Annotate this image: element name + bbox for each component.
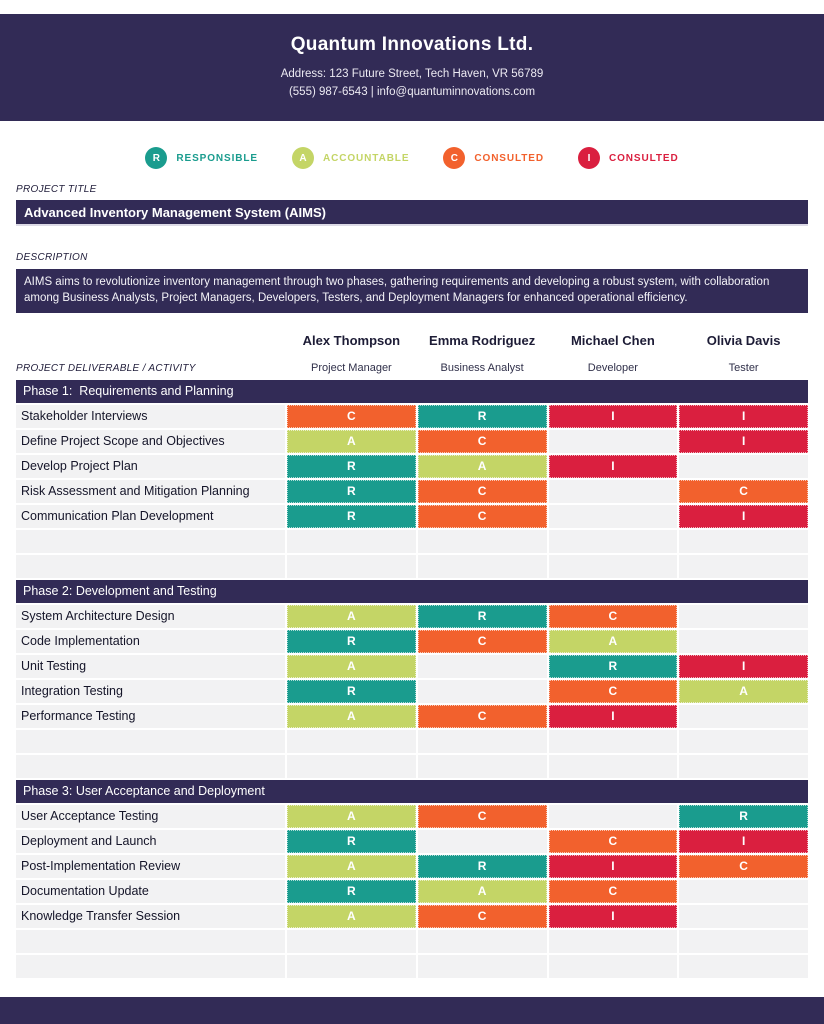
raci-cell: I: [549, 855, 678, 878]
person-header: [418, 331, 547, 378]
spacer-cell: [16, 730, 285, 753]
activity-label: User Acceptance Testing: [16, 805, 285, 828]
spacer-cell: [679, 930, 808, 953]
spacer-cell: [418, 530, 547, 553]
raci-cell: A: [287, 430, 416, 453]
empty-cell: [679, 880, 808, 903]
activity-label: Define Project Scope and Objectives: [16, 430, 285, 453]
activity-label: Unit Testing: [16, 655, 285, 678]
raci-matrix: [16, 331, 808, 978]
raci-cell: C: [418, 905, 547, 928]
activity-label: Integration Testing: [16, 680, 285, 703]
raci-cell: R: [287, 455, 416, 478]
empty-cell: [679, 705, 808, 728]
person-name: Olivia Davis: [706, 332, 781, 348]
empty-cell: [549, 480, 678, 503]
spacer-cell: [549, 555, 678, 578]
raci-cell: I: [549, 455, 678, 478]
activity-label: Performance Testing: [16, 705, 285, 728]
raci-cell: R: [287, 480, 416, 503]
empty-cell: [418, 655, 547, 678]
matrix-activity-header: PROJECT DELIVERABLE / ACTIVITY: [16, 331, 285, 378]
raci-cell: A: [287, 805, 416, 828]
phase-bar: Phase 3: User Acceptance and Deployment: [16, 780, 808, 803]
raci-cell: R: [287, 880, 416, 903]
person-role: Developer: [587, 361, 638, 374]
description-box: AIMS aims to revolutionize inventory management through two phases, gathering requirements and developing a robust system, with collaboration among Business Analysts, Project Managers, Developers, Testers, and Deployment Managers for enhanced operational efficiency.: [16, 269, 808, 313]
raci-cell: A: [549, 630, 678, 653]
phase-bar: Phase 1: Requirements and Planning: [16, 380, 808, 403]
raci-cell: I: [679, 655, 808, 678]
project-title-bar: Advanced Inventory Management System (AIMS): [16, 200, 808, 226]
legend-item: [443, 147, 544, 169]
raci-cell: R: [287, 630, 416, 653]
description-label: DESCRIPTION: [16, 252, 88, 263]
raci-cell: A: [287, 855, 416, 878]
phase-bar: Phase 2: Development and Testing: [16, 580, 808, 603]
legend-item: [145, 147, 258, 169]
raci-cell: C: [549, 680, 678, 703]
project-title-label: PROJECT TITLE: [16, 184, 97, 195]
spacer-cell: [679, 755, 808, 778]
raci-cell: R: [418, 855, 547, 878]
person-role: Business Analyst: [440, 361, 524, 374]
raci-cell: I: [549, 905, 678, 928]
raci-cell: R: [418, 605, 547, 628]
raci-cell: I: [679, 505, 808, 528]
raci-cell: A: [287, 605, 416, 628]
empty-cell: [549, 430, 678, 453]
raci-cell: I: [679, 830, 808, 853]
person-role: Tester: [728, 361, 759, 374]
spacer-cell: [287, 930, 416, 953]
raci-cell: C: [418, 705, 547, 728]
raci-cell: C: [418, 630, 547, 653]
spacer-cell: [287, 530, 416, 553]
spacer-cell: [549, 530, 678, 553]
company-address: Address: 123 Future Street, Tech Haven, VR 56789: [280, 67, 544, 80]
spacer-cell: [287, 755, 416, 778]
spacer-cell: [418, 755, 547, 778]
empty-cell: [679, 630, 808, 653]
person-name: Michael Chen: [570, 332, 655, 348]
raci-cell: C: [549, 830, 678, 853]
legend-circle: C: [443, 147, 465, 169]
activity-label: Risk Assessment and Mitigation Planning: [16, 480, 285, 503]
raci-cell: C: [549, 880, 678, 903]
spacer-cell: [16, 930, 285, 953]
legend-circle: I: [578, 147, 600, 169]
spacer-cell: [549, 955, 678, 978]
company-name: Quantum Innovations Ltd.: [290, 33, 534, 55]
empty-cell: [418, 680, 547, 703]
spacer-cell: [287, 955, 416, 978]
raci-cell: C: [418, 480, 547, 503]
company-contact: (555) 987-6543 | info@quantuminnovations.com: [288, 86, 536, 98]
spacer-cell: [418, 730, 547, 753]
activity-label: Develop Project Plan: [16, 455, 285, 478]
activity-label: Stakeholder Interviews: [16, 405, 285, 428]
empty-cell: [679, 905, 808, 928]
person-header: [549, 331, 678, 378]
raci-cell: I: [549, 405, 678, 428]
footer-bar: [0, 997, 824, 1024]
activity-label: Knowledge Transfer Session: [16, 905, 285, 928]
company-header: [0, 14, 824, 121]
spacer-cell: [679, 555, 808, 578]
raci-cell: R: [418, 405, 547, 428]
spacer-cell: [16, 555, 285, 578]
spacer-cell: [549, 755, 678, 778]
spacer-cell: [418, 555, 547, 578]
person-role: Project Manager: [311, 361, 392, 374]
spacer-cell: [16, 755, 285, 778]
raci-cell: I: [679, 430, 808, 453]
empty-cell: [549, 805, 678, 828]
raci-cell: R: [549, 655, 678, 678]
legend-label: CONSULTED: [474, 152, 544, 164]
spacer-cell: [16, 530, 285, 553]
raci-cell: C: [418, 805, 547, 828]
person-header: [679, 331, 808, 378]
raci-cell: C: [549, 605, 678, 628]
raci-cell: A: [287, 705, 416, 728]
raci-cell: C: [418, 430, 547, 453]
activity-label: Deployment and Launch: [16, 830, 285, 853]
legend-circle: A: [292, 147, 314, 169]
raci-cell: R: [287, 505, 416, 528]
raci-cell: C: [418, 505, 547, 528]
activity-label: Post-Implementation Review: [16, 855, 285, 878]
spacer-cell: [287, 730, 416, 753]
raci-cell: I: [549, 705, 678, 728]
person-name: Alex Thompson: [302, 332, 401, 348]
raci-cell: A: [418, 455, 547, 478]
raci-cell: C: [679, 855, 808, 878]
raci-cell: A: [418, 880, 547, 903]
spacer-cell: [549, 730, 678, 753]
spacer-cell: [16, 955, 285, 978]
activity-label: System Architecture Design: [16, 605, 285, 628]
legend-label: CONSULTED: [608, 152, 679, 164]
spacer-cell: [287, 555, 416, 578]
spacer-cell: [418, 930, 547, 953]
person-name: Emma Rodriguez: [429, 332, 536, 348]
activity-label: Code Implementation: [16, 630, 285, 653]
raci-cell: I: [679, 405, 808, 428]
legend-item: [578, 147, 679, 169]
raci-legend: [0, 146, 824, 170]
raci-cell: A: [287, 655, 416, 678]
raci-cell: A: [287, 905, 416, 928]
raci-cell: R: [679, 805, 808, 828]
raci-cell: C: [679, 480, 808, 503]
spacer-cell: [679, 955, 808, 978]
spacer-cell: [418, 955, 547, 978]
empty-cell: [679, 455, 808, 478]
legend-label: RESPONSIBLE: [176, 152, 259, 164]
activity-label: Documentation Update: [16, 880, 285, 903]
legend-label: ACCOUNTABLE: [323, 152, 410, 164]
spacer-cell: [679, 530, 808, 553]
legend-circle: R: [145, 147, 167, 169]
spacer-cell: [549, 930, 678, 953]
person-header: [287, 331, 416, 378]
raci-cell: A: [679, 680, 808, 703]
activity-label: Communication Plan Development: [16, 505, 285, 528]
raci-cell: R: [287, 830, 416, 853]
empty-cell: [549, 505, 678, 528]
raci-cell: C: [287, 405, 416, 428]
raci-cell: R: [287, 680, 416, 703]
empty-cell: [679, 605, 808, 628]
empty-cell: [418, 830, 547, 853]
legend-item: [292, 147, 409, 169]
spacer-cell: [679, 730, 808, 753]
